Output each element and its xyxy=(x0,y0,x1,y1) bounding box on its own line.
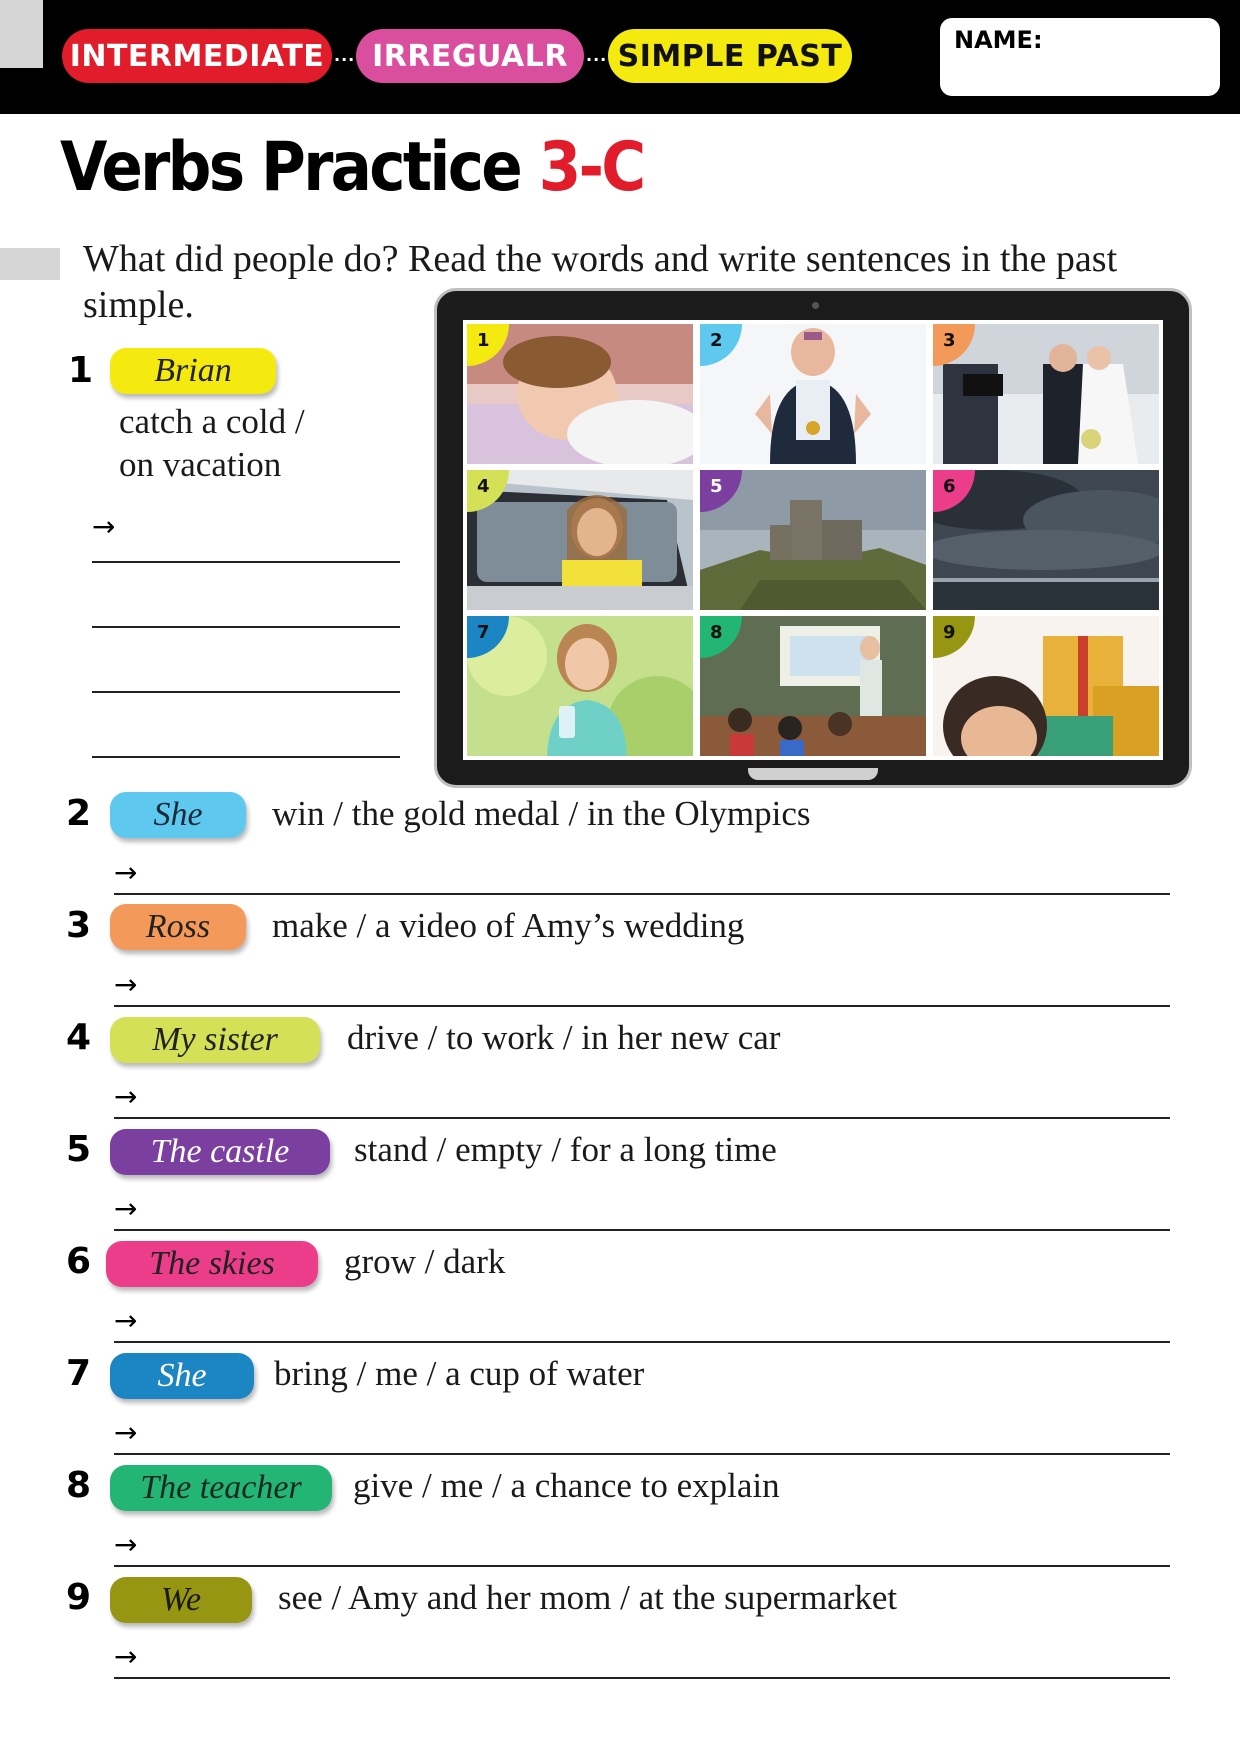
exercise-prompt: catch a cold / xyxy=(119,402,305,441)
name-label: NAME: xyxy=(954,26,1043,54)
photo-number: 4 xyxy=(477,476,490,497)
photo-grid xyxy=(463,320,1163,760)
tense-tag: SIMPLE PAST xyxy=(608,29,852,83)
photo-number: 2 xyxy=(710,330,723,351)
level-tag: INTERMEDIATE xyxy=(62,29,332,83)
exercise-number: 6 xyxy=(66,1241,92,1282)
answer-arrow-icon: → xyxy=(114,1080,138,1113)
exercise-number: 1 xyxy=(68,350,94,391)
subject-pill: She xyxy=(110,1353,254,1399)
instructions-text: What did people do? Read the words and write sentences in the past simple. xyxy=(83,238,1118,326)
subject-pill: Brian xyxy=(110,348,276,394)
exercise-prompt: on vacation xyxy=(119,445,282,484)
exercise-number: 4 xyxy=(66,1017,92,1058)
answer-line[interactable] xyxy=(114,1565,1170,1567)
answer-arrow-icon: → xyxy=(114,968,138,1001)
exercise-prompt: stand / empty / for a long time xyxy=(354,1130,777,1169)
subject-pill: The skies xyxy=(106,1241,318,1287)
exercise-prompt: see / Amy and her mom / at the supermarket xyxy=(278,1578,898,1617)
photo-number: 5 xyxy=(710,476,723,497)
exercise-number: 5 xyxy=(66,1129,92,1170)
tag-separator: ··· xyxy=(586,50,608,69)
exercise-prompt: win / the gold medal / in the Olympics xyxy=(272,794,811,833)
exercise-prompt: drive / to work / in her new car xyxy=(347,1018,781,1057)
answer-arrow-icon: → xyxy=(114,856,138,889)
subject-pill: My sister xyxy=(110,1017,320,1063)
exercise-number: 2 xyxy=(66,793,92,834)
answer-arrow-icon: → xyxy=(114,1416,138,1449)
subject-pill: The teacher xyxy=(110,1465,332,1511)
subject-pill: We xyxy=(110,1577,252,1623)
exercise-number: 3 xyxy=(66,905,92,946)
tablet-stand xyxy=(748,768,878,780)
subject-pill: Ross xyxy=(110,904,246,950)
answer-line[interactable] xyxy=(114,1117,1170,1119)
photo-number: 3 xyxy=(943,330,956,351)
subject-pill: The castle xyxy=(110,1129,330,1175)
answer-line[interactable] xyxy=(114,1453,1170,1455)
answer-arrow-icon: → xyxy=(92,510,116,543)
answer-line[interactable] xyxy=(92,626,400,628)
tag-separator: ··· xyxy=(334,50,356,69)
subject-pill: She xyxy=(110,792,246,838)
answer-line[interactable] xyxy=(114,1005,1170,1007)
photo-number: 6 xyxy=(943,476,956,497)
page-title xyxy=(60,128,644,207)
answer-line[interactable] xyxy=(92,561,400,563)
photo-number: 9 xyxy=(943,622,956,643)
answer-arrow-icon: → xyxy=(114,1640,138,1673)
exercise-prompt: grow / dark xyxy=(344,1242,506,1281)
answer-arrow-icon: → xyxy=(114,1192,138,1225)
exercise-prompt: give / me / a chance to explain xyxy=(353,1466,780,1505)
photo-number: 1 xyxy=(477,330,490,351)
exercise-prompt: make / a video of Amy’s wedding xyxy=(272,906,745,945)
camera-icon xyxy=(812,302,819,309)
answer-line[interactable] xyxy=(114,1341,1170,1343)
header-corner-tab xyxy=(0,0,43,68)
verb-type-tag: IRREGUALR xyxy=(356,29,584,83)
title-code: 3-C xyxy=(538,128,644,207)
photo-number: 8 xyxy=(710,622,723,643)
exercise-number: 9 xyxy=(66,1577,92,1618)
exercise-number: 8 xyxy=(66,1465,92,1506)
answer-line[interactable] xyxy=(114,893,1170,895)
answer-arrow-icon: → xyxy=(114,1528,138,1561)
answer-line[interactable] xyxy=(92,756,400,758)
photo-number: 7 xyxy=(477,622,490,643)
title-main: Verbs Practice xyxy=(60,128,521,207)
exercise-prompt: bring / me / a cup of water xyxy=(274,1354,645,1393)
answer-line[interactable] xyxy=(92,691,400,693)
name-field[interactable] xyxy=(940,18,1220,96)
answer-line[interactable] xyxy=(114,1677,1170,1679)
answer-arrow-icon: → xyxy=(114,1304,138,1337)
instruction-marker xyxy=(0,248,60,280)
exercise-number: 7 xyxy=(66,1353,92,1394)
answer-line[interactable] xyxy=(114,1229,1170,1231)
